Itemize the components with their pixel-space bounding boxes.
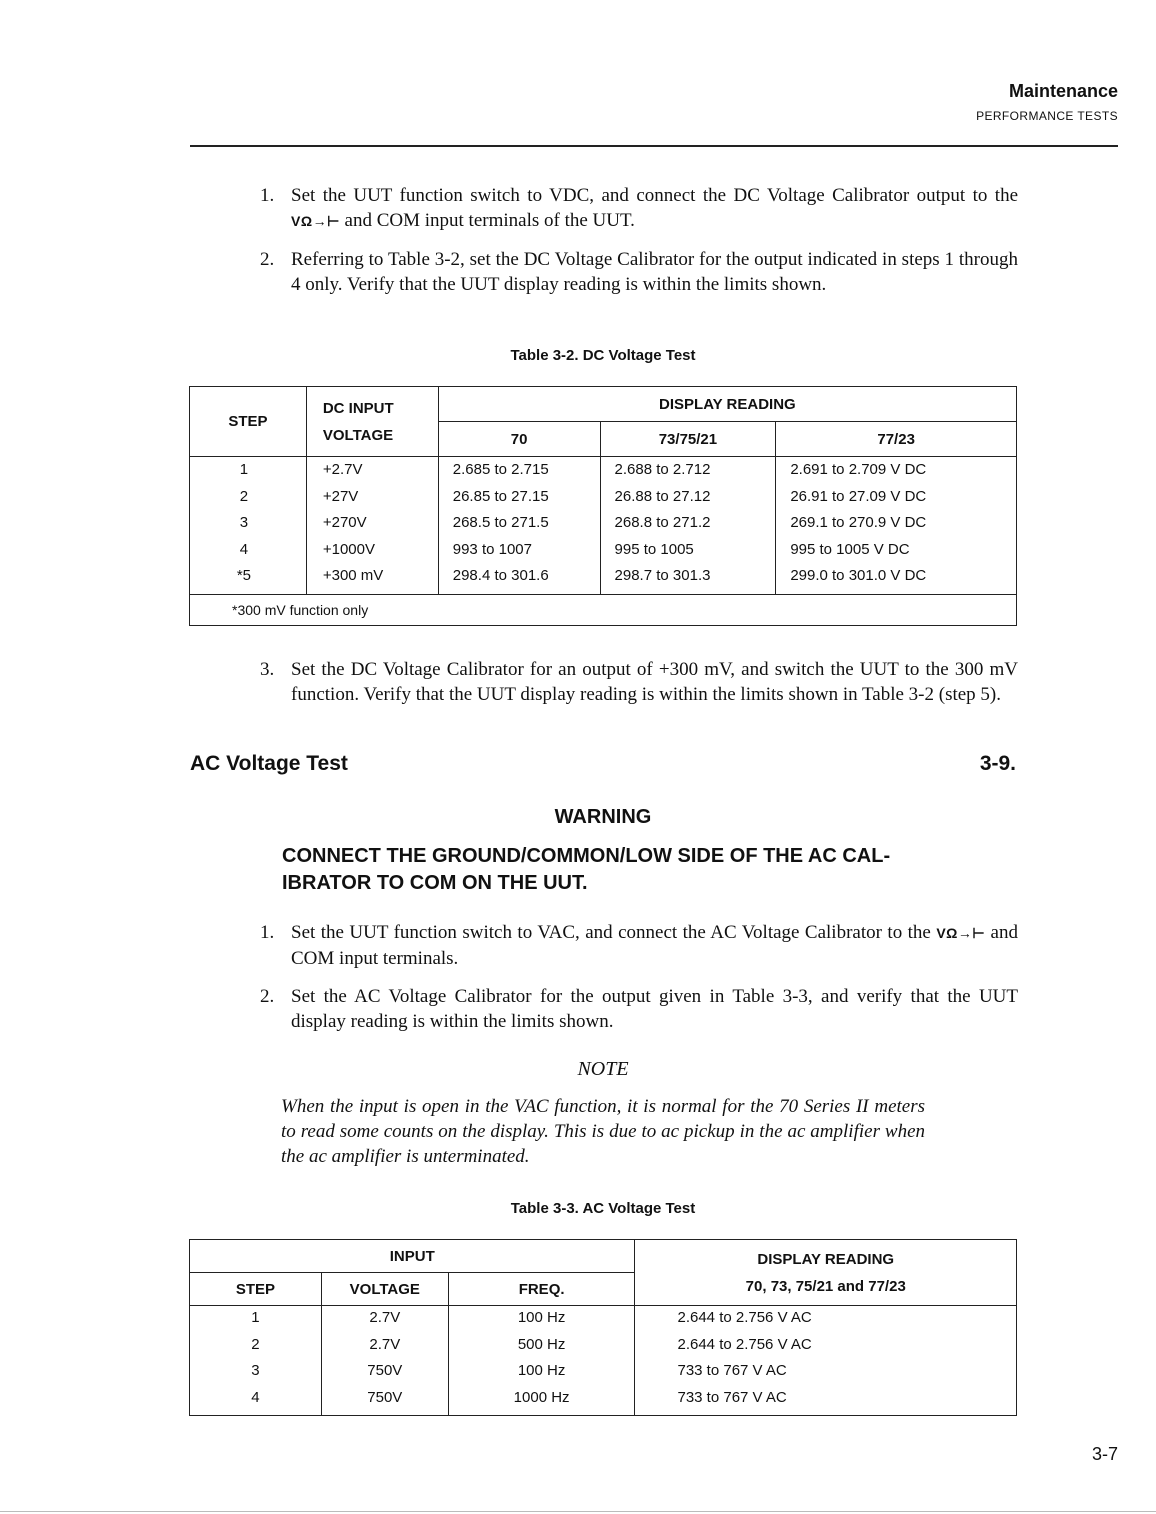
table-cell: +270V bbox=[322, 514, 367, 531]
step-column bbox=[190, 457, 307, 595]
table-cell: 3 bbox=[251, 1362, 260, 1379]
warning-body: CONNECT THE GROUND/COMMON/LOW SIDE OF THE AC CAL-IBRATOR TO COM ON THE UUT. bbox=[282, 845, 891, 894]
model-77-23-column bbox=[776, 457, 1017, 595]
model-77-23-header: 77/23 bbox=[776, 422, 1017, 457]
dc-step-list-continued bbox=[252, 657, 1018, 720]
table-3-2-dc-voltage-test bbox=[189, 386, 1017, 626]
model-70-header: 70 bbox=[438, 422, 600, 457]
table-cell: 4 bbox=[239, 540, 249, 558]
warning-title: WARNING bbox=[554, 806, 652, 828]
table-3-2-caption: Table 3-2. DC Voltage Test bbox=[510, 347, 696, 364]
ac-step-1 bbox=[252, 920, 1018, 971]
section-heading: AC Voltage Test bbox=[190, 752, 348, 775]
display-reading-column bbox=[635, 1306, 1017, 1416]
input-column bbox=[306, 457, 438, 595]
table-cell: +2.7V bbox=[322, 461, 363, 478]
table-cell: 2.691 to 2.709 V DC bbox=[790, 461, 927, 478]
table-cell: 500 Hz bbox=[517, 1335, 566, 1353]
step-number: 2. bbox=[260, 986, 275, 1007]
chapter-subtitle: PERFORMANCE TESTS bbox=[976, 109, 1118, 123]
table-cell: 1 bbox=[251, 1309, 260, 1326]
table-cell: 26.85 to 27.15 bbox=[452, 487, 549, 505]
table-cell: 268.8 to 271.2 bbox=[614, 514, 711, 531]
dc-step-3 bbox=[252, 657, 1018, 707]
ac-step-list bbox=[252, 920, 1018, 1047]
note-body: When the input is open in the VAC function, it is normal for the 70 Series II meters to read some counts on the display. This is due to ac pickup in the ac amplifier when the ac amplifier is unterminated. bbox=[281, 1096, 925, 1167]
table-cell: 268.5 to 271.5 bbox=[452, 514, 549, 531]
model-70-column bbox=[438, 457, 600, 595]
input-header: INPUT bbox=[190, 1240, 635, 1273]
table-cell: 298.7 to 301.3 bbox=[614, 567, 711, 584]
scan-edge-line bbox=[0, 1511, 1156, 1512]
table-cell: 2.688 to 2.712 bbox=[614, 461, 711, 478]
table-cell: 2.644 to 2.756 V AC bbox=[677, 1335, 812, 1353]
table-cell: 1 bbox=[239, 461, 249, 478]
table-cell: 750V bbox=[367, 1388, 403, 1406]
input-terminal-symbol: VΩ→⊢ bbox=[936, 925, 986, 941]
step-number: 1. bbox=[260, 922, 275, 943]
step-text: and COM input terminals of the UUT. bbox=[339, 210, 635, 231]
input-terminal-symbol: VΩ→⊢ bbox=[291, 213, 340, 229]
table-cell: 993 to 1007 bbox=[452, 540, 532, 558]
frequency-header: FREQ. bbox=[448, 1273, 635, 1306]
page-number: 3-7 bbox=[1091, 1444, 1118, 1464]
table-cell: 3 bbox=[239, 514, 249, 531]
table-cell: 100 Hz bbox=[517, 1362, 566, 1379]
display-reading-header: DISPLAY READING 70, 73, 75/21 and 77/23 bbox=[635, 1240, 1017, 1306]
model-73-75-21-header: 73/75/21 bbox=[600, 422, 776, 457]
dc-step-list bbox=[252, 183, 1018, 310]
display-reading-header: DISPLAY READING bbox=[438, 387, 1016, 422]
note-title: NOTE bbox=[577, 1058, 629, 1080]
dc-step-1 bbox=[252, 183, 1018, 234]
step-number: 1. bbox=[260, 185, 275, 206]
table-3-3-ac-voltage-test bbox=[189, 1239, 1017, 1416]
table-cell: +300 mV bbox=[322, 567, 384, 584]
frequency-column bbox=[448, 1306, 635, 1416]
table-cell: 995 to 1005 bbox=[614, 540, 694, 558]
step-text: Set the UUT function switch to VDC, and connect the DC Voltage Calibrator output to the bbox=[291, 185, 1018, 206]
model-73-75-21-column bbox=[600, 457, 776, 595]
table-cell: 26.88 to 27.12 bbox=[614, 487, 711, 505]
step-text: Set the UUT function switch to VAC, and connect the AC Voltage Calibrator to the bbox=[291, 922, 937, 943]
table-cell: 298.4 to 301.6 bbox=[452, 567, 549, 584]
section-number: 3-9. bbox=[979, 752, 1016, 775]
step-number: 3. bbox=[260, 659, 275, 680]
table-cell: 1000 Hz bbox=[513, 1388, 570, 1406]
voltage-header: VOLTAGE bbox=[321, 1273, 448, 1306]
table-cell: *5 bbox=[236, 567, 252, 584]
table-footnote: *300 mV function only bbox=[190, 594, 1017, 625]
table-cell: +1000V bbox=[322, 540, 375, 558]
ac-step-2 bbox=[252, 984, 1018, 1034]
chapter-title: Maintenance bbox=[1008, 81, 1118, 101]
table-cell: 2.644 to 2.756 V AC bbox=[677, 1309, 812, 1326]
table-cell: 2.685 to 2.715 bbox=[452, 461, 549, 478]
table-cell: 995 to 1005 V DC bbox=[790, 540, 910, 558]
step-text: and COM input terminals. bbox=[291, 922, 1018, 969]
table-cell: 4 bbox=[251, 1388, 260, 1406]
header-rule bbox=[190, 145, 1118, 147]
step-text: Set the DC Voltage Calibrator for an output of +300 mV, and switch the UUT to the 300 mV function. Verify that the UUT display reading is within the limits shown in Table 3-2 (step 5). bbox=[291, 659, 1018, 705]
table-cell: 26.91 to 27.09 V DC bbox=[790, 487, 927, 505]
dc-input-header: DC INPUT VOLTAGE bbox=[306, 387, 438, 457]
table-cell: 750V bbox=[367, 1362, 403, 1379]
table-cell: 2.7V bbox=[369, 1309, 401, 1326]
table-3-3-caption: Table 3-3. AC Voltage Test bbox=[510, 1200, 696, 1217]
table-cell: 733 to 767 V AC bbox=[677, 1362, 787, 1379]
table-cell: 100 Hz bbox=[517, 1309, 566, 1326]
step-text: Set the AC Voltage Calibrator for the output given in Table 3-3, and verify that the UUT display reading is within the limits shown. bbox=[291, 986, 1018, 1032]
step-number: 2. bbox=[260, 249, 275, 270]
table-cell: +27V bbox=[322, 487, 359, 505]
table-cell: 2.7V bbox=[369, 1335, 401, 1353]
table-cell: 299.0 to 301.0 V DC bbox=[790, 567, 927, 584]
step-text: Referring to Table 3-2, set the DC Voltage Calibrator for the output indicated in steps 1 through 4 only. Verify that the UUT display reading is within the limits shown. bbox=[291, 249, 1018, 295]
step-header: STEP bbox=[190, 387, 307, 457]
step-header: STEP bbox=[190, 1273, 322, 1306]
voltage-column bbox=[321, 1306, 448, 1416]
table-cell: 2 bbox=[239, 487, 249, 505]
table-cell: 733 to 767 V AC bbox=[677, 1388, 787, 1406]
table-cell: 269.1 to 270.9 V DC bbox=[790, 514, 927, 531]
step-column bbox=[190, 1306, 322, 1416]
table-cell: 2 bbox=[251, 1335, 260, 1353]
dc-step-2 bbox=[252, 247, 1018, 297]
